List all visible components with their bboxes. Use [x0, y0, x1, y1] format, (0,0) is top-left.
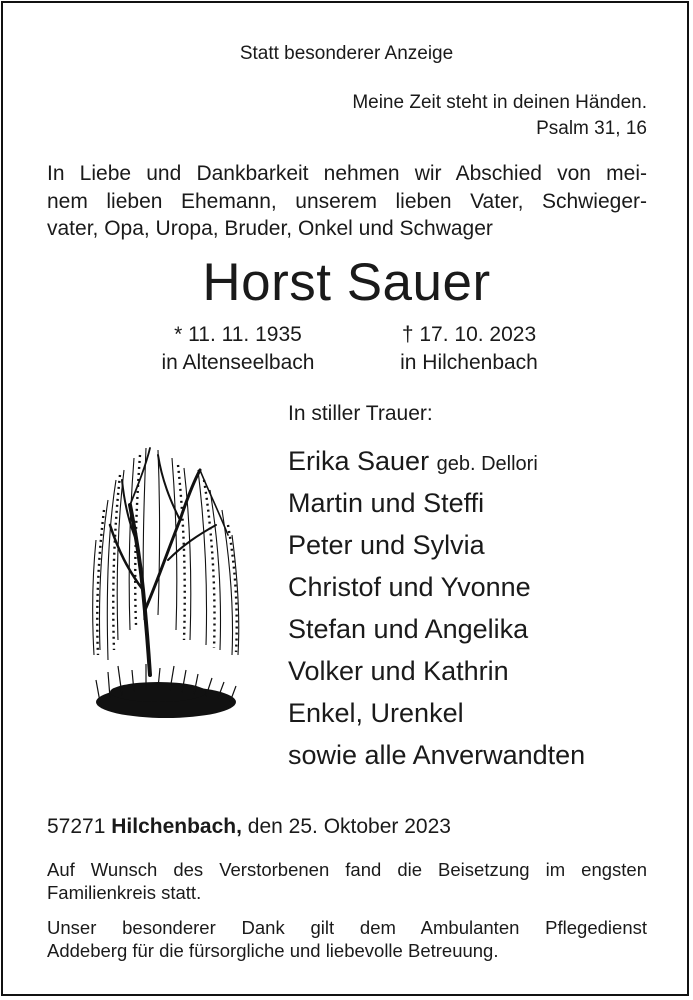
- mourner-name: Erika Sauer: [288, 446, 430, 476]
- postcode: 57271: [47, 815, 106, 838]
- note-line: Auf Wunsch des Verstorbenen fand die Beisetzung im engsten: [47, 859, 647, 880]
- bible-quote: Meine Zeit steht in deinen Händen.: [352, 92, 647, 113]
- intro-text: [47, 160, 647, 243]
- thanks-note: [47, 916, 647, 962]
- mourner-item: sowie alle Anverwandten: [288, 740, 586, 770]
- death-date: † 17. 10. 2023: [401, 323, 537, 346]
- maiden-name: geb. Dellori: [436, 453, 538, 475]
- mourning-label: In stiller Trauer:: [288, 402, 433, 425]
- note-line: Familienkreis statt.: [47, 882, 202, 903]
- birth-block: [138, 321, 338, 377]
- mourner-item: Peter und Sylvia: [288, 530, 485, 560]
- intro-line: In Liebe und Dankbarkeit nehmen wir Abschied von mei-: [47, 162, 647, 185]
- mourner-item: Enkel, Urenkel: [288, 698, 464, 728]
- burial-note: [47, 858, 647, 904]
- mourner-list: [288, 440, 585, 776]
- mourner-item: Volker und Kathrin: [288, 656, 509, 686]
- mourner-item: Martin und Steffi: [288, 488, 485, 518]
- date: den 25. Oktober 2023: [247, 815, 451, 838]
- bible-quote-source: Psalm 31, 16: [536, 118, 647, 139]
- deceased-name: Horst Sauer: [202, 253, 491, 312]
- intro-line: vater, Opa, Uropa, Bruder, Onkel und Schwager: [47, 217, 493, 240]
- mourner-item: Christof und Yvonne: [288, 572, 531, 602]
- mourner-item: Stefan und Angelika: [288, 614, 529, 644]
- place-date: [47, 815, 451, 839]
- birth-date: * 11. 11. 1935: [174, 323, 302, 346]
- city: Hilchenbach,: [111, 815, 242, 838]
- death-place: in Hilchenbach: [400, 351, 538, 374]
- death-block: [369, 321, 569, 377]
- intro-line: nem lieben Ehemann, unserem lieben Vater, Schwieger-: [47, 189, 647, 213]
- note-line: Unser besonderer Dank gilt dem Ambulanten Pflegedienst: [47, 917, 647, 938]
- note-line: Addeberg für die fürsorgliche und liebevolle Betreuung.: [47, 940, 499, 961]
- willow-tree-icon: [88, 440, 248, 740]
- birth-place: in Altenseelbach: [161, 351, 315, 374]
- notice-header: Statt besonderer Anzeige: [239, 43, 454, 64]
- mourner-widow: [288, 440, 585, 482]
